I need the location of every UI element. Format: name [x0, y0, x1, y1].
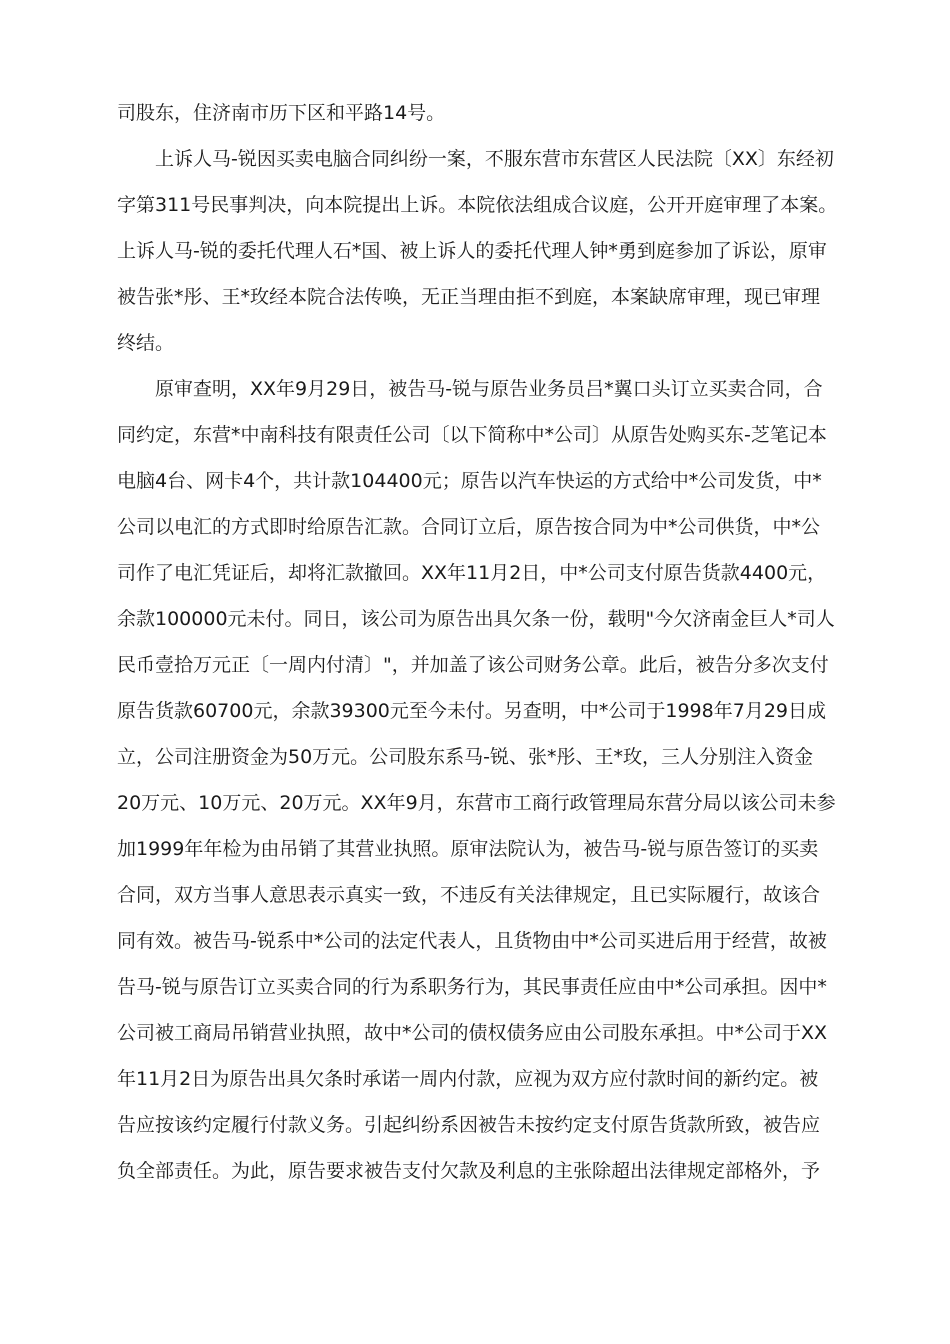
text-line: 告马-锐与原告订立买卖合同的行为系职务行为，其民事责任应由中*公司承担。因中*	[117, 976, 827, 998]
text-line: 被告张*彤、王*玫经本院合法传唤，无正当理由拒不到庭，本案缺席审理，现已审理	[117, 286, 821, 308]
text-line: 电脑4台、网卡4个，共计款104400元；原告以汽车快运的方式给中*公司发货，中*	[117, 470, 822, 492]
text-line: 立，公司注册资金为50万元。公司股东系马-锐、张*彤、王*玫，三人分别注入资金	[117, 746, 814, 768]
text-line: 原告货款60700元，余款39300元至今未付。另查明，中*公司于1998年7月29日成	[117, 700, 827, 722]
text-line: 字第311号民事判决，向本院提出上诉。本院依法组成合议庭，公开开庭审理了本案。	[117, 194, 838, 216]
text-line: 负全部责任。为此，原告要求被告支付欠款及利息的主张除超出法律规定部格外，予	[117, 1160, 821, 1182]
text-line: 民币壹拾万元正〔一周内付清〕"，并加盖了该公司财务公章。此后，被告分多次支付	[117, 654, 829, 676]
text-line: 余款100000元未付。同日，该公司为原告出具欠条一份，载明"今欠济南金巨人*司人	[117, 608, 835, 630]
text-line: 告应按该约定履行付款义务。引起纠纷系因被告未按约定支付原告货款所致，被告应	[117, 1114, 821, 1136]
text-line: 司作了电汇凭证后，却将汇款撤回。XX年11月2日，中*公司支付原告货款4400元，	[117, 562, 827, 584]
text-line: 20万元、10万元、20万元。XX年9月，东营市工商行政管理局东营分局以该公司未参	[117, 792, 836, 814]
text-line: 上诉人马-锐因买卖电脑合同纠纷一案，不服东营市东营区人民法院〔XX〕东经初	[155, 148, 834, 170]
text-line: 年11月2日为原告出具欠条时承诺一周内付款，应视为双方应付款时间的新约定。被	[117, 1068, 819, 1090]
text-line: 终结。	[117, 332, 175, 354]
text-line: 司股东，住济南市历下区和平路14号。	[117, 102, 446, 124]
text-line: 公司以电汇的方式即时给原告汇款。合同订立后，原告按合同为中*公司供货，中*公	[117, 516, 821, 538]
text-line: 同有效。被告马-锐系中*公司的法定代表人，且货物由中*公司买进后用于经营，故被	[117, 930, 827, 952]
text-line: 公司被工商局吊销营业执照，故中*公司的债权债务应由公司股东承担。中*公司于XX	[117, 1022, 828, 1044]
text-line: 原审查明，XX年9月29日，被告马-锐与原告业务员吕*翼口头订立买卖合同，合	[155, 378, 823, 400]
text-line: 上诉人马-锐的委托代理人石*国、被上诉人的委托代理人钟*勇到庭参加了诉讼，原审	[117, 240, 827, 262]
text-line: 同约定，东营*中南科技有限责任公司〔以下简称中*公司〕从原告处购买东-芝笔记本	[117, 424, 827, 446]
text-line: 加1999年年检为由吊销了其营业执照。原审法院认为，被告马-锐与原告签订的买卖	[117, 838, 819, 860]
text-line: 合同，双方当事人意思表示真实一致，不违反有关法律规定，且已实际履行，故该合	[117, 884, 821, 906]
